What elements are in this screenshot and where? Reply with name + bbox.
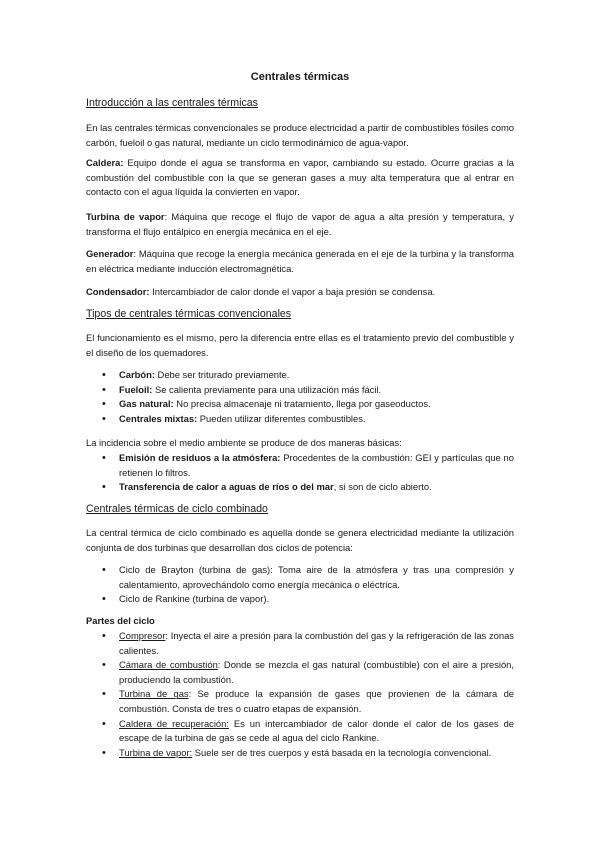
list-item xyxy=(86,451,514,480)
list-item xyxy=(86,687,514,716)
text-condensador: Intercambiador de calor donde el vapor a baja presión se condensa. xyxy=(149,286,436,297)
impact-text: , si son de ciclo abierto. xyxy=(333,481,432,493)
part-term: Turbina de gas xyxy=(119,688,189,700)
impact-term: Emisión de residuos a la atmósfera: xyxy=(119,452,281,463)
type-term: Centrales mixtas: xyxy=(119,412,198,424)
type-text: No precisa almacenaje ni tratamiento, llega por gaseoductos. xyxy=(173,398,431,410)
list-cycles xyxy=(86,563,514,607)
paragraph-turbina-vapor xyxy=(86,210,514,239)
part-text: Suele ser de tres cuerpos y está basada en la tecnología convencional. xyxy=(192,746,492,758)
list-item xyxy=(86,480,514,495)
list-types xyxy=(86,368,514,426)
part-term: Turbina de vapor: xyxy=(119,746,193,758)
list-impacts xyxy=(86,451,514,495)
term-caldera: Caldera: xyxy=(86,157,124,168)
part-text: Es un intercambiador de calor donde el calor de los gases de escape de la turbina de gas se cede al agua del ciclo Rankine. xyxy=(119,717,514,744)
paragraph-impact-intro: La incidencia sobre el medio ambiente se produce de dos maneras básicas: xyxy=(86,437,402,448)
section-heading-intro: Introducción a las centrales térmicas xyxy=(86,97,258,109)
part-term: Cámara de combustión xyxy=(119,659,218,671)
term-generador: Generador xyxy=(86,248,134,259)
impact-text: Procedentes de la combustión: GEI y partículas que no retienen lo filtros. xyxy=(119,452,514,478)
text-generador: : Máquina que recoge la energía mecánica generada en el eje de la turbina y la transforma en eléctrica mediante inducción electromagnética. xyxy=(86,248,514,274)
list-item xyxy=(86,629,514,658)
part-text: : Donde se mezcla el gas natural (combustible) con el aire a presión, produciendo la combustión. xyxy=(119,659,514,685)
paragraph-tipos-intro: El funcionamiento es el mismo, pero la diferencia entre ellas es el tratamiento previo del combustible y el diseño de los quemadores. xyxy=(86,332,514,358)
part-text: : Se produce la expansión de gases que provienen de la cámara de combustión. Consta de tres o cuatro etapas de expansión. xyxy=(119,688,514,714)
type-term: Fueloil: xyxy=(119,383,153,395)
term-turbina-vapor: Turbina de vapor xyxy=(86,211,165,222)
paragraph-condensador xyxy=(86,285,514,300)
part-term: Compresor xyxy=(119,630,166,641)
list-parts xyxy=(86,629,514,760)
parts-heading: Partes del ciclo xyxy=(86,615,155,626)
list-item xyxy=(86,383,514,398)
text-caldera: Equipo donde el agua se transforma en vapor, cambiando su estado. Ocurre gracias a la combustión del combustible con la que se generan gases a muy alta temperatura que al entrar en contacto con el agua líquida la convierten en vapor. xyxy=(86,157,514,198)
paragraph-ciclo-intro: La central térmica de ciclo combinado es aquella donde se genera electricidad mediante la utilización conjunta de dos turbinas que desarrollan dos ciclos de potencia: xyxy=(86,527,514,553)
type-term: Carbón: xyxy=(119,369,155,380)
type-term: Gas natural: xyxy=(119,398,174,410)
list-item xyxy=(86,658,514,687)
list-item xyxy=(86,397,514,412)
list-item: • Ciclo de Brayton (turbina de gas): Toma aire de la atmósfera y tras una compresión y calentamiento, aprovechándolo como energía mecánica o eléctrica. xyxy=(86,563,514,592)
section-heading-ciclo-combinado: Centrales térmicas de ciclo combinado xyxy=(86,503,268,515)
paragraph-generador xyxy=(86,247,514,276)
list-item xyxy=(86,412,514,427)
type-text: Se calienta previamente para una utilización más fácil. xyxy=(152,383,382,395)
list-item xyxy=(86,746,514,761)
paragraph-intro: En las centrales térmicas convencionales se produce electricidad a partir de combustibles fósiles como carbón, fueloil o gas natural, mediante un ciclo termodinámico de agua-vapor. xyxy=(86,122,514,148)
part-text: : Inyecta el aire a presión para la combustión del gas y la refrigeración de las zonas calientes. xyxy=(119,630,514,656)
impact-term: Transferencia de calor a aguas de ríos o del mar xyxy=(119,481,334,493)
list-item xyxy=(86,368,514,383)
list-item xyxy=(86,717,514,746)
section-heading-tipos: Tipos de centrales térmicas convencionales xyxy=(86,308,292,320)
page-title: Centrales térmicas xyxy=(250,71,350,83)
type-text: Debe ser triturado previamente. xyxy=(154,369,290,380)
term-condensador: Condensador: xyxy=(86,286,150,297)
type-text: Pueden utilizar diferentes combustibles. xyxy=(197,412,366,424)
paragraph-caldera xyxy=(86,156,514,200)
text-turbina-vapor: : Máquina que recoge el flujo de vapor de agua a alta presión y temperatura, y transforma el flujo entálpico en energía mecánica en el eje. xyxy=(86,211,514,237)
part-term: Caldera de recuperación: xyxy=(119,717,229,729)
list-item: • Ciclo de Rankine (turbina de vapor). xyxy=(86,592,514,607)
